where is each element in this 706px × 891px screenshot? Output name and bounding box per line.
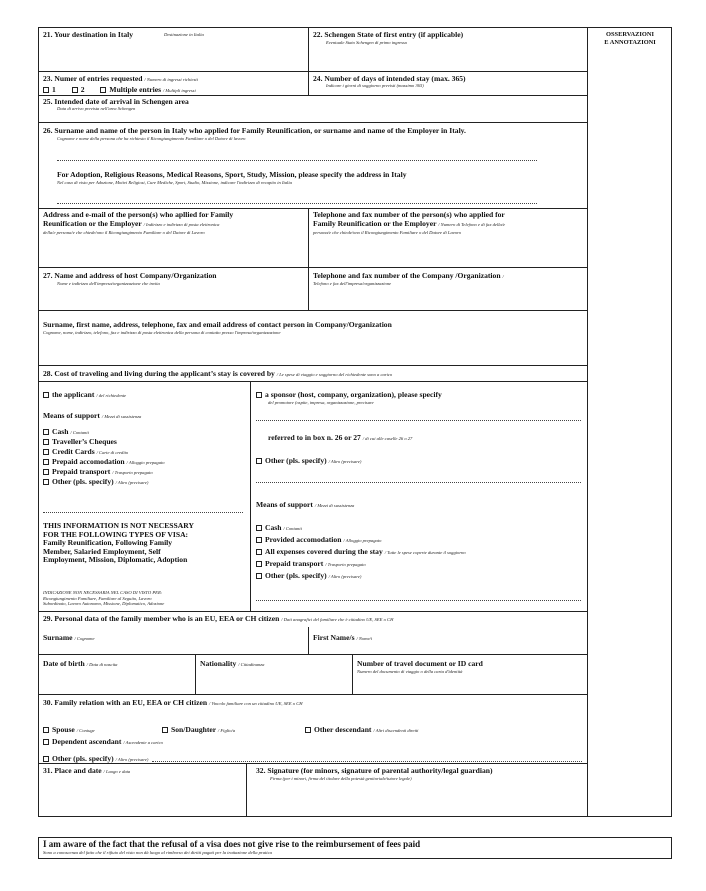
observations-column-divider <box>587 27 588 817</box>
divider <box>246 763 247 817</box>
divider <box>38 654 587 655</box>
telephone-subtitle: persona/e che chiede/ono il Ricongiungimento Familiare o del Datore di Lavoro <box>313 230 461 235</box>
right-prepaid-transport-checkbox[interactable]: Prepaid transport / Trasporto prepagato <box>256 559 366 569</box>
nationality-label: Nationality / Cittadinanza <box>200 659 265 668</box>
divider <box>308 208 309 310</box>
sponsor-line[interactable] <box>256 420 581 421</box>
sponsor-subtitle: del promotore (ospite, impresa, organizzazione, precisare <box>268 400 374 405</box>
left-cash-checkbox[interactable]: Cash / Contanti <box>43 427 89 437</box>
divider <box>38 694 587 695</box>
field-29-title: 29. Personal data of the family member who is an EU, EEA or CH citizen / Dati anagrafici del familiare che è cittadino UE, SEE o CH <box>43 614 394 623</box>
declaration-title: I am aware of the fact that the refusal of a visa does not give rise to the reimbursement of fees paid <box>43 839 421 849</box>
company-telephone-title: Telephone and fax number of the Company /Organization / <box>313 271 504 280</box>
left-means-title: Means of support / Mezzi di sussistenza <box>43 411 142 420</box>
field-27-title: 27. Name and address of host Company/Organization <box>43 271 217 280</box>
field-22-title: 22. Schengen State of first entry (if applicable) <box>313 30 464 39</box>
left-prepaid-accomodation-checkbox[interactable]: Prepaid accomodation / Alloggio prepagato <box>43 457 165 467</box>
contact-person-subtitle: Cognome, nome, indirizzo, telefono, fax e indirizzo di posta elettronica della persona di contatto presso l'impresa/organizzazione <box>43 330 281 335</box>
left-travellers-cheques-checkbox[interactable]: Traveller’s Cheques <box>43 437 117 446</box>
contact-person-title: Surname, first name, address, telephone, fax and email address of contact person in Company/Organization <box>43 320 392 329</box>
field-25-subtitle: Data di arrivo prevista nell'area Schengen <box>57 106 136 111</box>
signature-label: 32. Signature (for minors, signature of parental authority/legal guardian) <box>256 766 493 775</box>
field-28-title: 28. Cost of traveling and living during the applicant’s stay is covered by / Le spese di viaggio e soggiorno del richiedente sono a carico <box>43 369 393 378</box>
divider <box>38 267 587 268</box>
divider <box>38 381 587 382</box>
schengen-state-input[interactable] <box>312 48 584 68</box>
field-23-title: 23. Numer of entries requested / Numero di ingressi richiesti <box>43 74 198 83</box>
left-credit-cards-checkbox[interactable]: Credit Cards / Carte di credito <box>43 447 128 457</box>
telephone-title: Telephone and fax number of the person(s) who applied for Family Reunification or the Employer / Numero di Telefono e di fax della/e <box>313 210 506 228</box>
field-26-title: 26. Surname and name of the person in Italy who applied for Family Reunification, or surname and name of the Employer in Italy. <box>43 126 466 135</box>
divider <box>352 654 353 694</box>
document-number-label: Number of travel document or ID card <box>357 659 483 668</box>
right-cash-checkbox[interactable]: Cash / Contanti <box>256 523 302 533</box>
not-necessary-notice: THIS INFORMATION IS NOT NECESSARY FOR THE FOLLOWING TYPES OF VISA: Family Reunification, Following Family Member, Salaried Employment, Self Employment, Mission, Diplomatic, Adoption <box>43 521 194 565</box>
address-title: Address and e-mail of the person(s) who apllied for Family Reunification or the Employer / Indirizzo e indirizzo di posta elettronica <box>43 210 234 228</box>
entries-1-checkbox[interactable]: 1 <box>43 85 56 94</box>
entries-multiple-checkbox[interactable]: Multiple entries / Multipli ingressi <box>100 85 195 94</box>
field-26-address-line[interactable] <box>57 203 537 204</box>
field-24-title: 24. Number of days of intended stay (max. 365) <box>313 74 466 83</box>
relation-other-line[interactable] <box>152 761 582 762</box>
applicant-checkbox[interactable]: the applicant / del richiedente <box>43 390 126 400</box>
declaration-subtitle: Sono a conoscenza del fatto che il rifiuto del visto non dà luogo al rimborso dei diritti pagati per la trattazione della pratica <box>43 850 272 855</box>
divider <box>308 71 309 95</box>
divider <box>38 310 587 311</box>
address-subtitle: della/e persona/e che chiede/ono il Ricongiungimento Familiare o del Datore di Lavoro <box>43 230 205 235</box>
entries-options <box>43 85 196 95</box>
destination-input[interactable] <box>42 42 304 68</box>
referred-label: referred to in box n. 26 or 27 / di cui alle caselle 26 o 27 <box>268 433 413 442</box>
dependent-ascendant-checkbox[interactable]: Dependent ascendant / Ascendente a carico <box>43 737 163 747</box>
field-24-subtitle: Indicare i giorni di soggiorno previsti (massimo 365) <box>326 83 424 88</box>
field-22-subtitle: Eventuale Stato Schengen di primo ingresso <box>326 40 408 45</box>
signature-input[interactable] <box>250 784 584 814</box>
arrival-date-input[interactable] <box>240 97 580 113</box>
other-descendant-checkbox[interactable]: Other descendant / Altri discendenti diretti <box>305 725 418 735</box>
observations-heading: OSSERVAZIONI E ANNOTAZIONI <box>604 31 656 46</box>
field-26-title-2: For Adoption, Religious Reasons, Medical Reasons, Sport, Study, Mission, please specify the address in Italy <box>57 170 407 179</box>
field-21-subtitle: Destinazione in Italia <box>164 32 204 37</box>
first-name-label: First Name/s / Nome/i <box>313 633 373 642</box>
divider <box>250 381 251 611</box>
document-number-subtitle: Numero del documento di viaggio o della carta d'identità <box>357 669 463 674</box>
field-25-title: 25. Intended date of arrival in Schengen area <box>43 97 189 106</box>
divider <box>38 122 587 123</box>
relation-other-checkbox[interactable]: Other (pls. specify) / Altro (precisare) <box>43 754 148 764</box>
divider <box>38 208 587 209</box>
divider <box>308 627 309 654</box>
field-26-subtitle: Cognome e nome della persona che ha richiesto il Ricongiungimento Familiare o del Datore di lavoro <box>57 136 246 141</box>
company-telephone-subtitle: Telefono e fax dell'impresa/organizzazione <box>313 281 392 286</box>
field-30-title: 30. Family relation with an EU, EEA or CH citizen / Vincolo familiare con un cittadino UE, SEE o CH <box>43 698 303 707</box>
dob-label: Date of birth / Data di nascita <box>43 659 118 668</box>
field-26-subtitle-2: Nel caso di visto per Adozione, Motivi Religiosi, Cure Mediche, Sport, Studio, Missione, indicare l'indirizzo di recapito in Italia <box>57 180 292 185</box>
divider <box>195 654 196 694</box>
field-26-line[interactable] <box>57 160 537 161</box>
right-all-expenses-checkbox[interactable]: All expenses covered during the stay / Tutte le spese coperte durante il soggiorno <box>256 547 466 557</box>
spouse-checkbox[interactable]: Spouse / Coniuge <box>43 725 95 735</box>
sponsor-checkbox[interactable]: a sponsor (host, company, organization), please specify <box>256 390 442 399</box>
entries-2-checkbox[interactable]: 2 <box>72 85 85 94</box>
not-necessary-notice-it: INDICAZIONE NON NECESSARIA NEL CASO DI VISTO PER: Ricongiungimento Familiare, Familiare al Seguito, Lavoro Subordinato, Lavoro Autonomo, Missione, Diplomatico, Adozione <box>43 590 165 607</box>
field-21-title: 21. Your destination in Italy <box>43 30 134 39</box>
place-date-input[interactable] <box>42 778 242 814</box>
divider <box>38 611 587 612</box>
place-date-label: 31. Place and date / Luogo e data <box>43 766 131 775</box>
signature-subtitle: Firma (per i minori, firma del titolare della potestà genitoriale/tutore legale) <box>270 776 412 781</box>
son-daughter-checkbox[interactable]: Son/Daughter / Figlio/a <box>162 725 235 735</box>
right-means-title: Means of support / Mezzi di sussistenza <box>256 500 355 509</box>
divider <box>38 95 587 96</box>
right-provided-accomodation-checkbox[interactable]: Provided accomodation / Alloggio prepagato <box>256 535 381 545</box>
left-prepaid-transport-checkbox[interactable]: Prepaid transport / Trasporto prepagato <box>43 467 153 477</box>
divider <box>38 763 587 764</box>
divider <box>38 71 587 72</box>
right-other-means-checkbox[interactable]: Other (pls. specify) / Altro (precisare) <box>256 571 361 581</box>
left-other-checkbox[interactable]: Other (pls. specify) / Altro (precisare) <box>43 477 148 487</box>
field-27-subtitle: Nome e indirizzo dell'impresa/organizzazione che invita <box>57 281 160 286</box>
divider <box>308 27 309 71</box>
divider <box>38 365 587 366</box>
right-other-checkbox[interactable]: Other (pls. specify) / Altro (precisare) <box>256 456 361 466</box>
right-other-line[interactable] <box>256 482 581 483</box>
left-other-line[interactable] <box>43 512 243 513</box>
surname-label: Surname / Cognome <box>43 633 95 642</box>
right-means-line[interactable] <box>256 600 581 601</box>
